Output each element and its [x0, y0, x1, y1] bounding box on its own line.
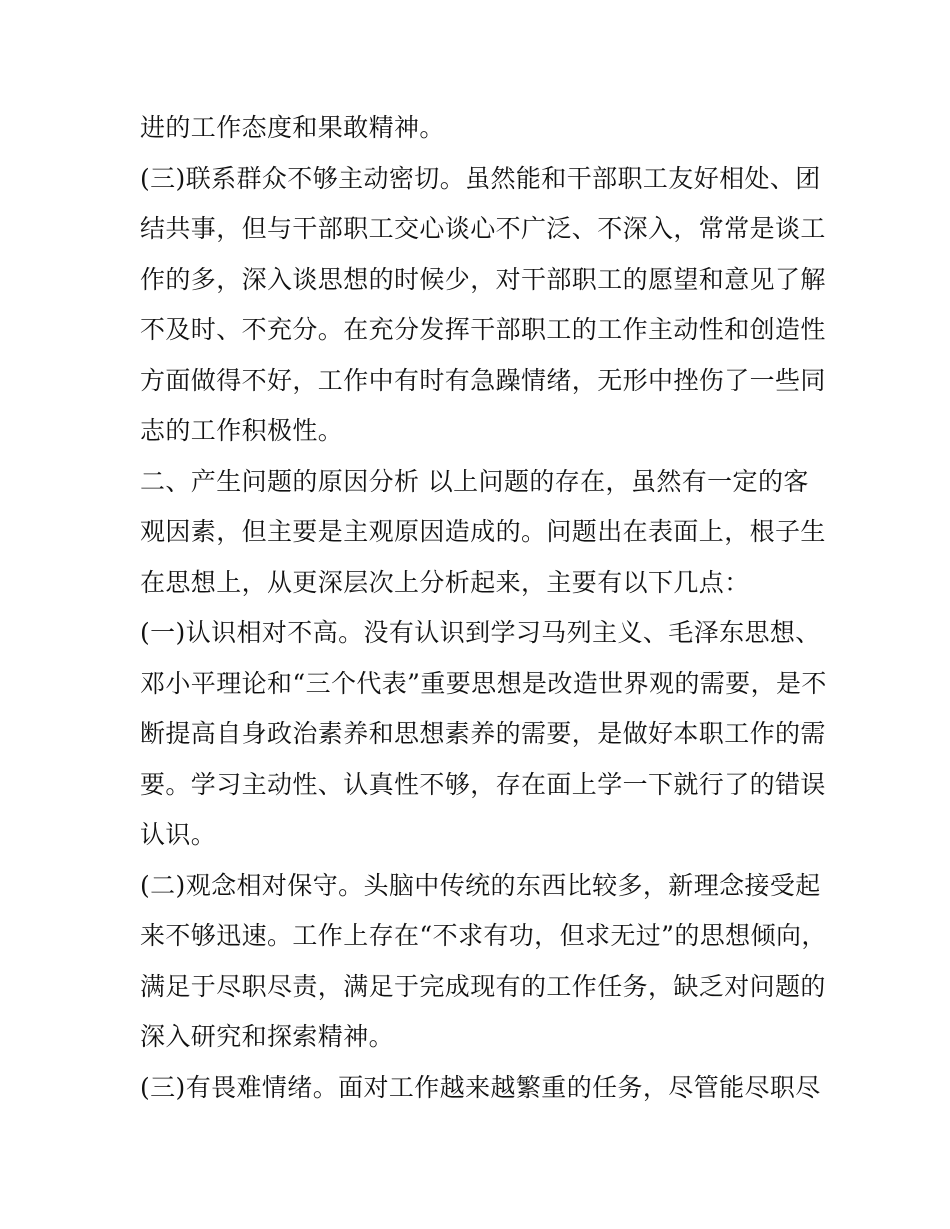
text-line: (一)认识相对不高。没有认识到学习马列主义、毛泽东思想、 — [140, 618, 821, 647]
text-line: 认识。 — [140, 820, 217, 849]
text-line: 志的工作积极性。 — [140, 416, 344, 445]
text-line: 满足于尽职尽责，满足于完成现有的工作任务，缺乏对问题的 — [140, 971, 826, 1001]
text-line: 不及时、不充分。在充分发挥干部职工的工作主动性和创造性 — [140, 315, 826, 344]
text-line: 结共事，但与干部职工交心谈心不广泛、不深入，常常是谈工 — [140, 214, 826, 243]
text-line: (三)有畏难情绪。面对工作越来越繁重的任务，尽管能尽职尽 — [140, 1072, 821, 1102]
text-line: 观因素，但主要是主观原因造成的。问题出在表面上，根子生 — [140, 517, 826, 546]
text-line: 作的多，深入谈思想的时候少，对干部职工的愿望和意见了解 — [140, 264, 826, 294]
text-line: 深入研究和探索精神。 — [140, 1022, 395, 1051]
text-line: 邓小平理论和“三个代表”重要思想是改造世界观的需要，是不 — [140, 668, 827, 698]
text-line: 方面做得不好，工作中有时有急躁情绪，无形中挫伤了一些同 — [140, 365, 826, 395]
document-body — [140, 108, 827, 1118]
section-heading-line: 二、产生问题的原因分析 以上问题的存在，虽然有一定的客 — [140, 466, 809, 496]
text-line: (三)联系群众不够主动密切。虽然能和干部职工友好相处、团 — [140, 163, 821, 193]
text-line: 断提高自身政治素养和思想素养的需要，是做好本职工作的需 — [140, 719, 826, 748]
text-line: 来不够迅速。工作上存在“不求有功，但求无过”的思想倾向， — [140, 921, 827, 950]
text-line: 要。学习主动性、认真性不够，存在面上学一下就行了的错误 — [140, 769, 826, 799]
text-line: 进的工作态度和果敢精神。 — [140, 113, 445, 142]
text-line: (二)观念相对保守。头脑中传统的东西比较多，新理念接受起 — [140, 870, 821, 900]
text-line: 在思想上，从更深层次上分析起来，主要有以下几点： — [140, 567, 750, 597]
